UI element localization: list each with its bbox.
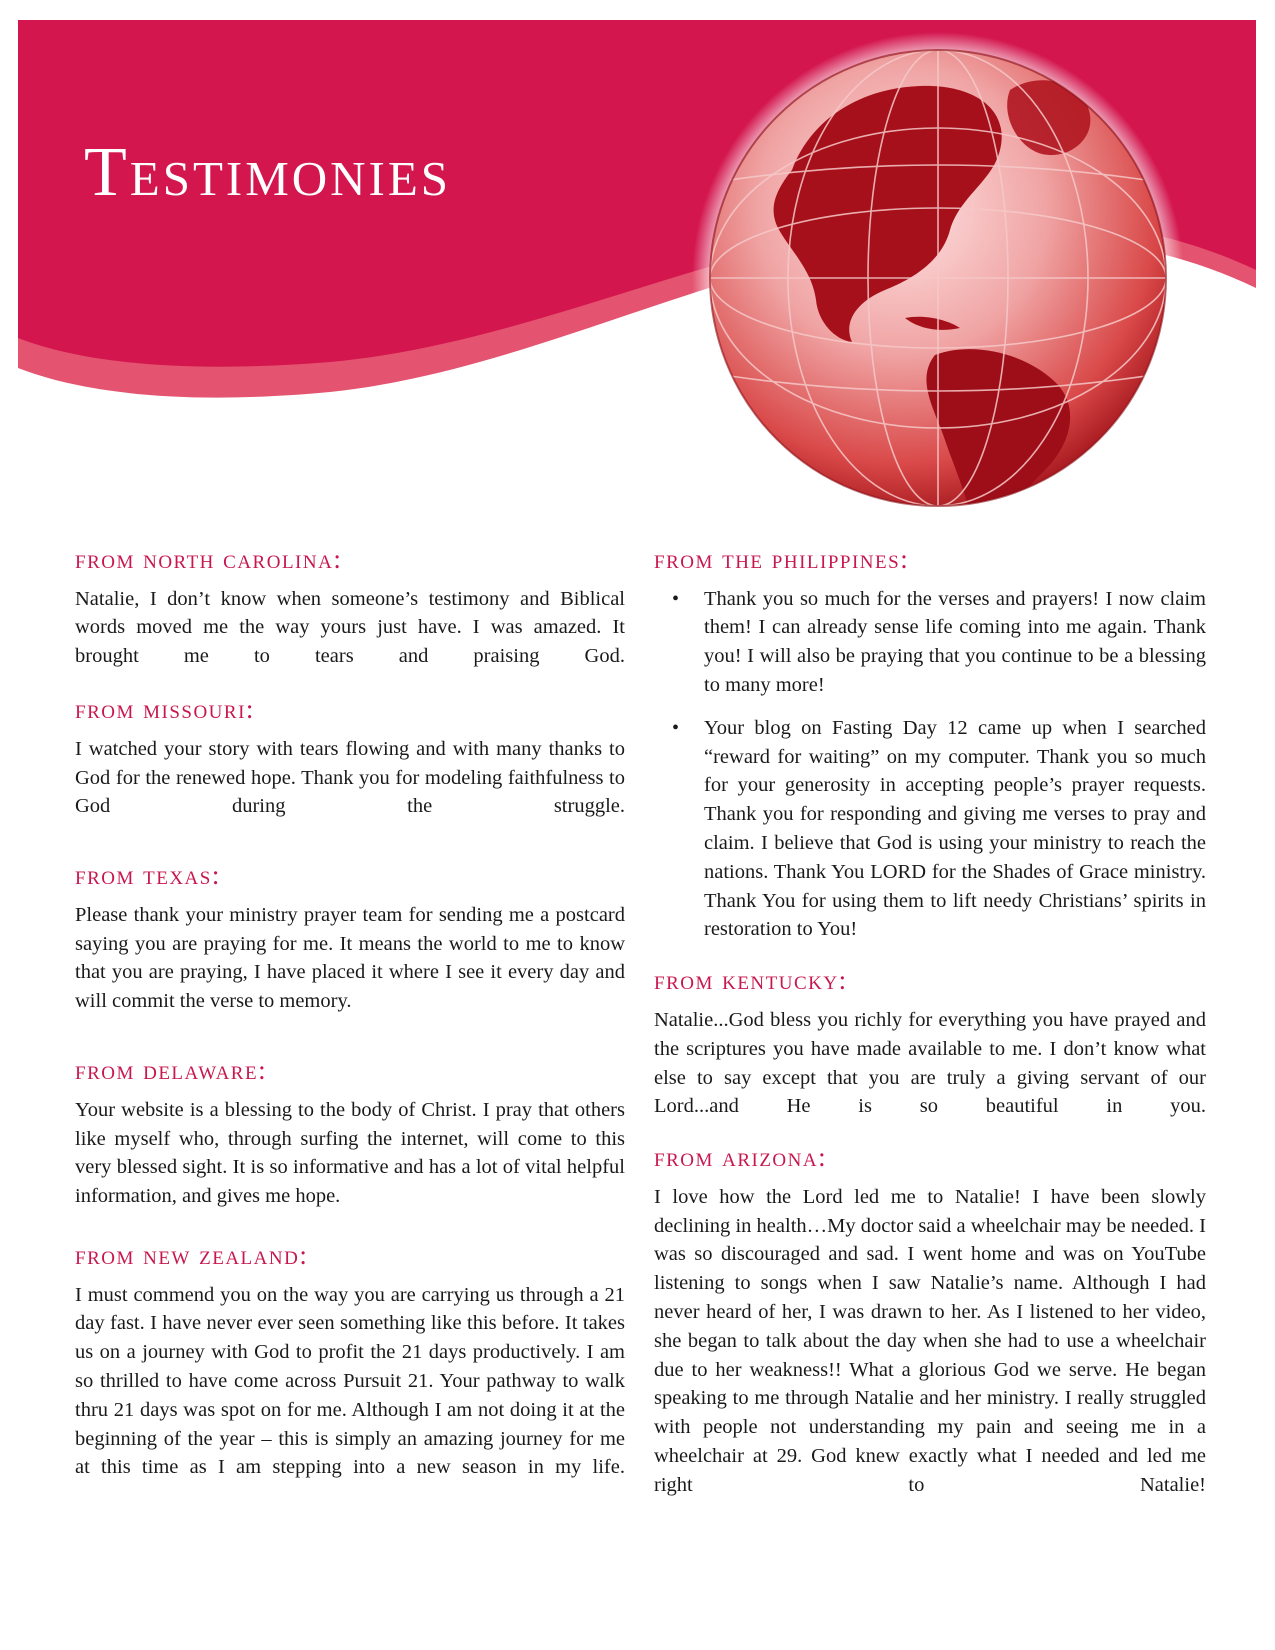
section-heading: from kentucky: <box>654 965 848 996</box>
list-item: • Thank you so much for the verses and prayers! I now claim them! I can already sense life coming into me again. Thank you! I will also be praying that you continue to be a blessing to many more! <box>654 585 1206 700</box>
testimony-philippines <box>654 545 1206 944</box>
testimony-text: I must commend you on the way you are carrying us through a 21 day fast. I have never ever seen something like this before. It takes us on a journey with God to profit the 21 days productively. I am so thrilled to have come across Pursuit 21. Your pathway to walk thru 21 days was spot on for me. Although I am not doing it at the beginning of the year – this is simply an amazing journey for me at this time as I am stepping into a new season in my life. <box>75 1283 625 1479</box>
bullet-list <box>654 585 1206 945</box>
testimony-arizona <box>654 1143 1206 1499</box>
testimony-text: Please thank your ministry prayer team for sending me a postcard saying you are praying for me. It means the world to me to know that you are praying, I have placed it where I see it every day and will commit the verse to memory. <box>75 903 625 1013</box>
page-title: Testimonies <box>84 134 452 211</box>
testimony-north-carolina <box>75 545 625 671</box>
section-heading: from missouri: <box>75 694 255 725</box>
testimony-kentucky <box>654 966 1206 1121</box>
header-banner <box>0 0 1275 520</box>
testimony-delaware <box>75 1056 625 1211</box>
testimony-text: Natalie...God bless you richly for everything you have prayed and the scriptures you have made available to me. I don’t know what else to say except that you are truly a giving servant of our Lord...and He is so beautiful in you. <box>654 1008 1206 1118</box>
testimony-new-zealand <box>75 1241 625 1482</box>
section-heading: from texas: <box>75 860 221 891</box>
section-heading: from the philippines: <box>654 544 910 574</box>
section-heading: from arizona: <box>654 1142 828 1173</box>
testimony-text: I love how the Lord led me to Natalie! I have been slowly declining in health…My doctor said a wheelchair may be needed. I was so discouraged and sad. I went home and was on YouTube listening to songs when I saw Natalie’s name. Although I had never heard of her, I was drawn to her. As I listened to her video, she began to talk about the day when she had to use a wheelchair due to her weakness!! What a glorious God we serve. He began speaking to me through Natalie and her ministry. I really struggled with people not understanding my pain and seeing me in a wheelchair at 29. God knew exactly what I needed and led me right to Natalie! <box>654 1185 1206 1496</box>
testimony-text: I watched your story with tears flowing and with many thanks to God for the renewed hope. Thank you for modeling faithfulness to God during the struggle. <box>75 737 625 818</box>
section-heading: from north carolina: <box>75 544 343 574</box>
section-heading: from new zealand: <box>75 1239 309 1270</box>
testimony-missouri <box>75 695 625 821</box>
left-column <box>75 545 625 1482</box>
list-item: • Your blog on Fasting Day 12 came up when I searched “reward for waiting” on my computer. Thank you so much for your generosity in accepting people’s prayer requests. Thank you for responding and giving me verses to pray and claim. I believe that God is using your ministry to reach the nations. Thank You LORD for the Shades of Grace ministry. Thank You for using them to lift needy Christians’ spirits in restoration to You! <box>654 714 1206 944</box>
testimony-texas <box>75 861 625 1016</box>
testimony-text: Your website is a blessing to the body of Christ. I pray that others like myself who, through surfing the internet, will come to this very blessed sight. It is so informative and has a lot of vital helpful information, and gives me hope. <box>75 1098 625 1208</box>
testimony-text: Natalie, I don’t know when someone’s testimony and Biblical words moved me the way yours just have. I was amazed. It brought me to tears and praising God. <box>75 587 625 668</box>
right-column <box>654 545 1206 1500</box>
section-heading: from delaware: <box>75 1055 268 1086</box>
